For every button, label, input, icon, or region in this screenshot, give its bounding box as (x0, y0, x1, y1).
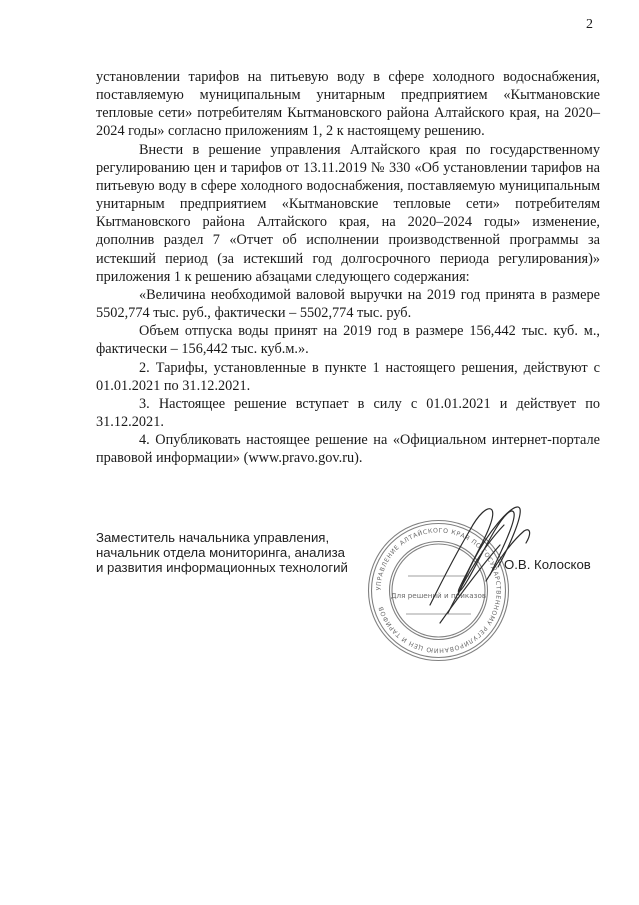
document-body (96, 68, 600, 467)
paragraph-7: 4. Опубликовать настоящее решение на «Официальном интернет-портале правовой информации» (www.pravo.gov.ru). (96, 432, 600, 467)
position-line-2: начальник отдела мониторинга, анализа (96, 545, 345, 561)
position-line-1: Заместитель начальника управления, (96, 530, 330, 545)
paragraph-6: 3. Настоящее решение вступает в силу с 01.01.2021 и действует по 31.12.2021. (96, 395, 600, 430)
paragraph-3: «Величина необходимой валовой выручки на 2019 год принята в размере 5502,774 тыс. руб., фактически – 5502,774 тыс. руб. (96, 286, 600, 322)
paragraph-5: 2. Тарифы, установленные в пункте 1 настоящего решения, действуют с 01.01.2021 по 31.12.2021. (96, 359, 600, 394)
signatory-name: О.В. Колосков (504, 557, 591, 572)
signatory-position (96, 530, 366, 576)
svg-text:Для решений и приказов: Для решений и приказов (390, 591, 487, 600)
paragraph-1: установлении тарифов на питьевую воду в сфере холодного водоснабжения, поставляемую муниципальным унитарным предприятием «Кытмановские тепловые сети» потребителям Кытмановского района Алтайского края, на 2020–2024 годы» согласно приложениям 1, 2 к настоящему решению. (96, 69, 600, 140)
svg-text:УПРАВЛЕНИЕ АЛТАЙСКОГО КРАЯ ПО: УПРАВЛЕНИЕ АЛТАЙСКОГО КРАЯ ПО ГОСУДАРСТВЕННОМУ РЕГУЛИРОВАНИЮ ЦЕН И ТАРИФОВ (375, 527, 502, 654)
position-line-3: и развития информационных технологий (96, 560, 348, 576)
page-number: 2 (586, 17, 593, 32)
paragraph-4: Объем отпуска воды принят на 2019 год в размере 156,442 тыс. куб. м., фактически – 156,442 тыс. куб.м.». (96, 323, 600, 358)
paragraph-2: Внести в решение управления Алтайского края по государственному регулированию цен и тарифов от 13.11.2019 № 330 «Об установлении тарифов на питьевую воду в сфере холодного водоснабжения, поставляемую муниципальным унитарным предприятием «Кытмановские тепловые сети» потребителям Кытмановского района Алтайского края, на 2020–2024 годы» изменение, дополнив раздел 7 «Отчет об исполнении производственной программы за истекший период (за истекший год долгосрочного периода регулирования)» приложения 1 к решению абзацами следующего содержания: (96, 141, 600, 285)
